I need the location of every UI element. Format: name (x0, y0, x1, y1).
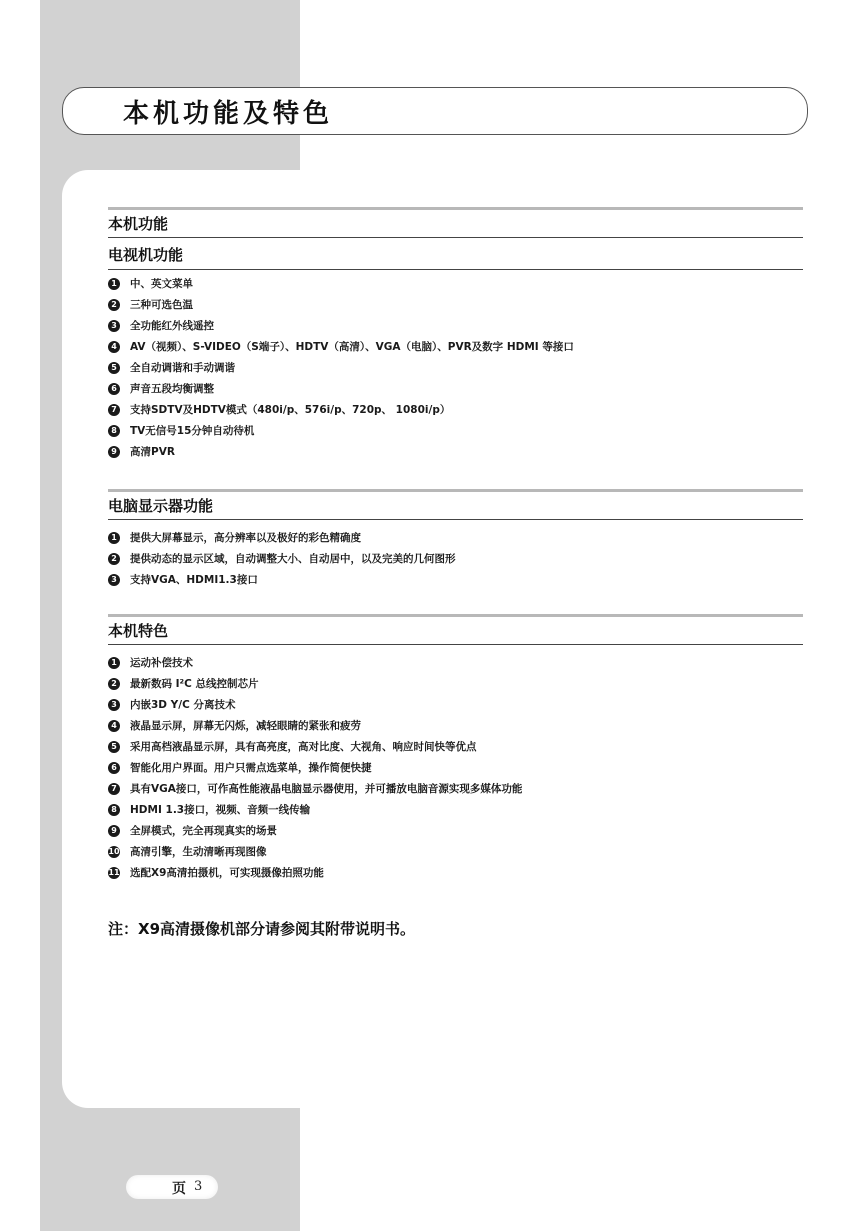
tv-function-item-text: 支持SDTV及HDTV模式（480i/p、576i/p、720p、 1080i/p） (130, 404, 451, 416)
tv-function-item-text: 全功能红外线遥控 (130, 320, 214, 332)
number-bullet-icon: 10 (108, 847, 120, 856)
number-bullet-icon: 2 (108, 553, 120, 565)
feature-item-text: 选配X9高清拍摄机，可实现摄像拍照功能 (130, 867, 324, 879)
pc-function-item-text: 提供大屏幕显示，高分辨率以及极好的彩色精确度 (130, 532, 361, 544)
tv-function-item-text: 全自动调谐和手动调谐 (130, 362, 235, 374)
tv-function-item-text: 中、英文菜单 (130, 278, 193, 290)
number-bullet-icon: 3 (108, 574, 120, 586)
number-bullet-icon: 8 (108, 425, 120, 437)
number-bullet-icon: 5 (108, 741, 120, 753)
section-title-functions: 本机功能 (108, 215, 169, 233)
note-text: 注：X9高清摄像机部分请参阅其附带说明书。 (108, 920, 416, 938)
tv-function-item (108, 441, 574, 462)
feature-item-text: 液晶显示屏，屏幕无闪烁，减轻眼睛的紧张和疲劳 (130, 720, 361, 732)
tv-function-item (108, 315, 574, 336)
tv-function-item-text: 高清PVR (130, 446, 175, 458)
tv-function-item-text: AV（视频）、S-VIDEO（S端子）、HDTV（高清）、VGA（电脑）、PVR及数字 HDMI 等接口 (130, 341, 574, 353)
page-title: 本机功能及特色 (123, 99, 334, 129)
feature-item-text: 最新数码 I²C 总线控制芯片 (130, 678, 259, 690)
number-bullet-icon: 2 (108, 299, 120, 311)
number-bullet-icon: 11 (108, 868, 120, 877)
page-label: 页 (172, 1181, 186, 1197)
number-bullet-icon: 9 (108, 825, 120, 837)
page-number: 3 (194, 1179, 203, 1194)
page-title-box (62, 87, 808, 135)
subsection-title-pc: 电脑显示器功能 (108, 497, 214, 515)
section-title-features: 本机特色 (108, 622, 169, 640)
tv-function-list (108, 273, 574, 462)
feature-item-text: 智能化用户界面。用户只需点选菜单，操作简便快捷 (130, 762, 372, 774)
pc-function-list (108, 527, 456, 590)
tv-function-item (108, 273, 574, 294)
feature-item (108, 757, 522, 778)
tv-function-item (108, 420, 574, 441)
feature-item-text: 高清引擎，生动清晰再现图像 (130, 846, 267, 858)
subsection-title-tv: 电视机功能 (108, 246, 184, 264)
feature-item-text: 运动补偿技术 (130, 657, 193, 669)
feature-item (108, 694, 522, 715)
feature-item (108, 820, 522, 841)
page-number-badge (126, 1175, 218, 1199)
pc-function-item (108, 527, 456, 548)
feature-item (108, 841, 522, 862)
feature-item (108, 715, 522, 736)
pc-function-item-text: 提供动态的显示区域，自动调整大小、自动居中，以及完美的几何图形 (130, 553, 456, 565)
tv-function-item-text: TV无信号15分钟自动待机 (130, 425, 255, 437)
number-bullet-icon: 2 (108, 678, 120, 690)
feature-list (108, 652, 522, 883)
feature-item (108, 652, 522, 673)
pc-function-item-text: 支持VGA、HDMI1.3接口 (130, 574, 258, 586)
feature-item-text: HDMI 1.3接口，视频、音频一线传输 (130, 804, 311, 816)
number-bullet-icon: 3 (108, 699, 120, 711)
feature-item (108, 673, 522, 694)
number-bullet-icon: 9 (108, 446, 120, 458)
pc-function-item (108, 548, 456, 569)
number-bullet-icon: 6 (108, 762, 120, 774)
feature-item-text: 采用高档液晶显示屏，具有高亮度，高对比度、大视角、响应时间快等优点 (130, 741, 477, 753)
tv-function-item (108, 336, 574, 357)
tv-function-item (108, 399, 574, 420)
number-bullet-icon: 1 (108, 657, 120, 669)
number-bullet-icon: 5 (108, 362, 120, 374)
feature-item (108, 799, 522, 820)
tv-function-item (108, 294, 574, 315)
number-bullet-icon: 7 (108, 404, 120, 416)
feature-item-text: 全屏模式，完全再现真实的场景 (130, 825, 277, 837)
pc-function-item (108, 569, 456, 590)
number-bullet-icon: 4 (108, 341, 120, 353)
subsection-heading-pc (108, 489, 803, 520)
section-heading-functions (108, 207, 803, 238)
tv-function-item (108, 357, 574, 378)
number-bullet-icon: 3 (108, 320, 120, 332)
number-bullet-icon: 8 (108, 804, 120, 816)
number-bullet-icon: 7 (108, 783, 120, 795)
number-bullet-icon: 4 (108, 720, 120, 732)
tv-function-item (108, 378, 574, 399)
feature-item (108, 862, 522, 883)
number-bullet-icon: 6 (108, 383, 120, 395)
feature-item-text: 内嵌3D Y/C 分离技术 (130, 699, 236, 711)
feature-item (108, 778, 522, 799)
number-bullet-icon: 1 (108, 278, 120, 290)
tv-function-item-text: 声音五段均衡调整 (130, 383, 214, 395)
subsection-heading-tv (108, 239, 803, 270)
feature-item-text: 具有VGA接口，可作高性能液晶电脑显示器使用，并可播放电脑音源实现多媒体功能 (130, 783, 523, 795)
tv-function-item-text: 三种可选色温 (130, 299, 193, 311)
feature-item (108, 736, 522, 757)
section-heading-features (108, 614, 803, 645)
number-bullet-icon: 1 (108, 532, 120, 544)
